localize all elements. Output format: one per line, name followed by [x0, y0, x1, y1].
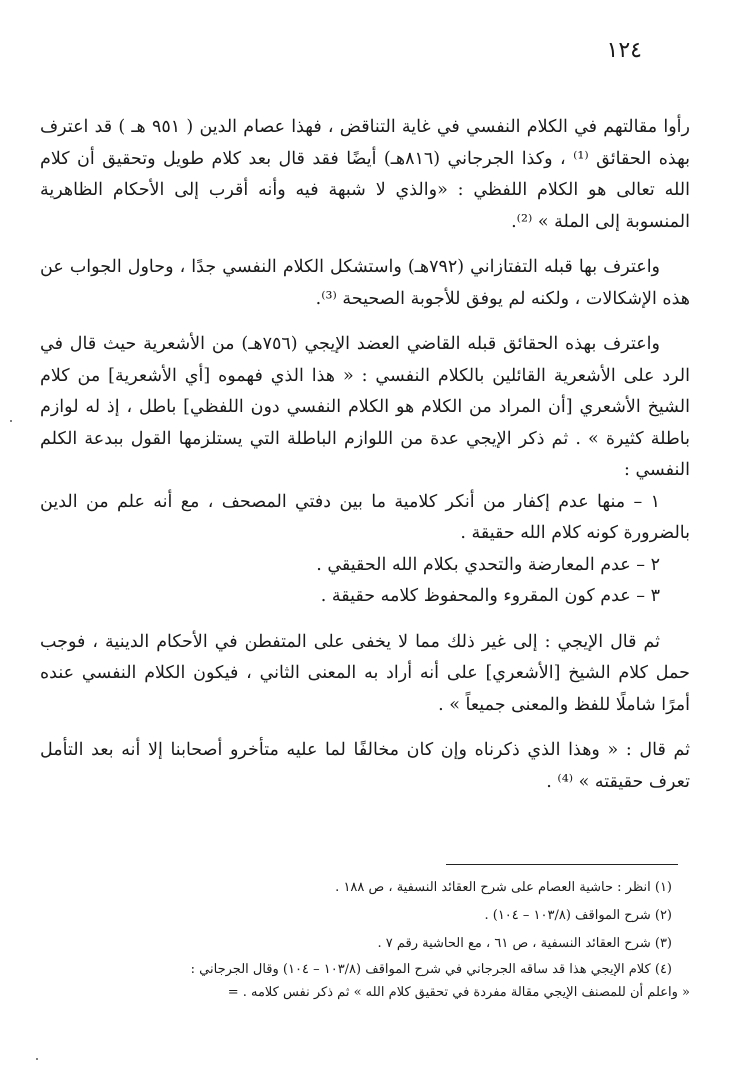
paragraph-3: واعترف بهذه الحقائق قبله القاضي العضد الإيجي (٧٥٦هـ) من الأشعرية حيث قال في الرد على الأشعرية القائلين بالكلام النفسي : « هذا الذي فهموه [أي الأشعرية] من كلام الشيخ الأشعري [أن المراد من الكلام هو الكلام النفسي دون اللفظي] باطل ، إذ له لوازم باطلة كثيرة » . ثم ذكر الإيجي عدة من اللوازم الباطلة التي يستلزمها القول ببدعة الكلم النفسي : — [40, 334, 690, 480]
consequences-list — [40, 487, 690, 613]
footnote-3: (٣) شرح العقائد النسفية ، ص ٦١ ، مع الحاشية رقم ٧ . — [377, 936, 672, 951]
scan-speck — [36, 1058, 38, 1060]
paragraph-1: رأوا مقالتهم في الكلام النفسي في غاية التناقض ، فهذا عصام الدين ( ٩٥١ هـ ) قد اعترف بهذه الحقائق ⁽¹⁾ ، وكذا الجرجاني (٨١٦هـ) أيضًا فقد قال بعد كلام طويل وتحقيق أن كلام الله تعالى هو الكلام اللفظي : «والذي لا شبهة فيه وأنه أقرب إلى الأحكام الظاهرية المنسوبة إلى الملة » ⁽²⁾. — [40, 117, 691, 232]
footnote-1: (١) انظر : حاشية العصام على شرح العقائد النسفية ، ص ١٨٨ . — [335, 880, 672, 895]
page-number: ١٢٤ — [606, 38, 642, 63]
list-item-1: ١ – منها عدم إكفار من أنكر كلامية ما بين دفتي المصحف ، مع أنه علم من الدين بالضرورة كونه كلام الله حقيقة . — [40, 491, 690, 543]
scan-speck — [10, 420, 12, 422]
paragraph-5: ثم قال : « وهذا الذي ذكرناه وإن كان مخالفًا لما عليه متأخرو أصحابنا إلا أنه بعد التأمل تعرف حقيقته » ⁽⁴⁾ . — [40, 740, 690, 792]
footnote-4-continuation: « واعلم أن للمصنف الإيجي مقالة مفردة في تحقيق كلام الله » ثم ذكر نفس كلامه . = — [227, 985, 690, 1000]
paragraph-4: ثم قال الإيجي : إلى غير ذلك مما لا يخفى على المتفطن في الأحكام الدينية ، فوجب حمل كلام الشيخ [الأشعري] على أنه أراد به المعنى الثاني ، فيكون الكلام النفسي عنده أمرًا شاملًا للفظ والمعنى جميعاً » . — [40, 631, 690, 715]
list-item-2: ٢ – عدم المعارضة والتحدي بكلام الله الحقيقي . — [316, 554, 660, 575]
footnote-2: (٢) شرح المواقف (١٠٣/٨ – ١٠٤) . — [484, 908, 672, 923]
footnote-divider — [446, 864, 678, 865]
list-item-3: ٣ – عدم كون المقروء والمحفوظ كلامه حقيقة . — [320, 586, 660, 606]
footnote-4: (٤) كلام الإيجي هذا قد ساقه الجرجاني في شرح المواقف (١٠٣/٨ – ١٠٤) وقال الجرجاني : — [190, 962, 672, 977]
footnotes — [40, 874, 690, 1004]
main-text — [40, 112, 690, 812]
paragraph-2: واعترف بها قبله التفتازاني (٧٩٢هـ) واستشكل الكلام النفسي جدًا ، وحاول الجواب عن هذه الإشكالات ، ولكنه لم يوفق للأجوبة الصحيحة ⁽³⁾. — [40, 257, 690, 309]
